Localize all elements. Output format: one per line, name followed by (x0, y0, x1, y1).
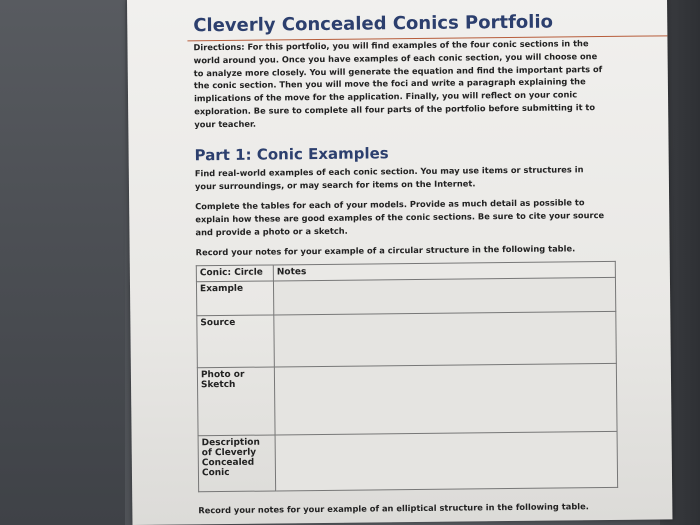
monitor-bezel (0, 0, 125, 525)
part1-intro: Find real-world examples of each conic section. You may use items or structures in your surroundings, or may search for items on the Internet. (194, 164, 584, 192)
table-row (196, 277, 615, 315)
part1-instructions: Complete the tables for each of your models. Provide as much detail as possible to explain how these are good examples of the conic sections. Be sure to cite your source and provide a photo or a sketch. (195, 197, 605, 237)
header-conic-circle: Conic: Circle (196, 265, 273, 282)
header-notes: Notes (273, 261, 615, 281)
circle-record-prompt: Record your notes for your example of a circular structure in the following table. (195, 243, 576, 258)
document-title: Cleverly Concealed Conics Portfolio (193, 11, 554, 37)
table-row (197, 311, 617, 367)
row-label-example: Example (196, 281, 273, 316)
circle-table (196, 261, 618, 492)
table-row (198, 431, 618, 491)
row-label-description: Description of Cleverly Concealed Conic (198, 435, 276, 492)
part1-heading: Part 1: Conic Examples (194, 144, 389, 165)
description-notes-cell[interactable] (275, 431, 618, 491)
directions-paragraph: Directions: For this portfolio, you will find examples of the four conic sections in the world around you. Once you have examples of each conic section, you will choose one to analyze more closely. You will generate the equation and find the important parts of the conic section. Then you will move the foci and write a paragraph explaining the implications of the move for the application. Finally, you will reflect on your conic exploration. Be sure to complete all four parts of the portfolio before submitting it to your teacher. (193, 38, 603, 130)
row-label-source: Source (197, 315, 275, 368)
photo-sketch-notes-cell[interactable] (274, 363, 617, 435)
table-row (197, 363, 617, 435)
row-label-photo-sketch: Photo or Sketch (197, 367, 275, 436)
document-page (127, 0, 672, 525)
source-notes-cell[interactable] (274, 311, 617, 367)
example-notes-cell[interactable] (273, 277, 615, 315)
ellipse-record-prompt: Record your notes for your example of an elliptical structure in the following table. (198, 501, 589, 516)
